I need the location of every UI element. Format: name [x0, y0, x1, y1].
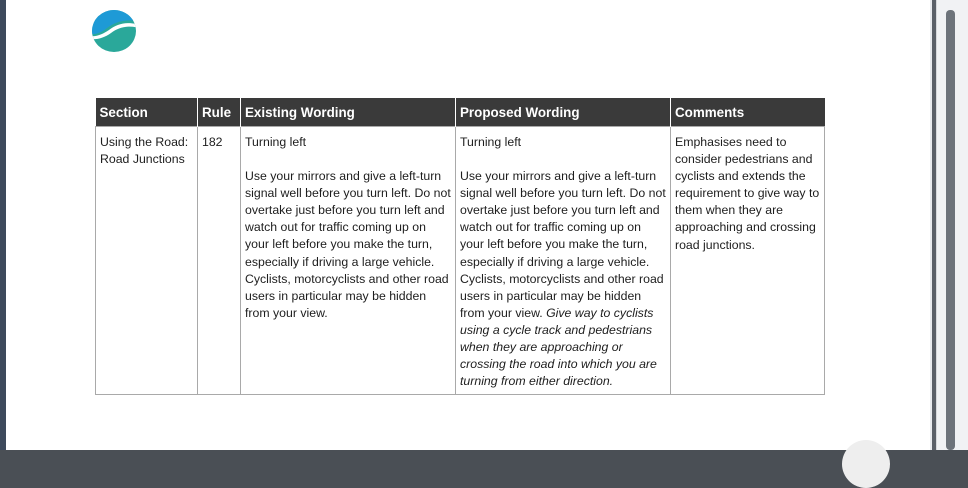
cell-existing-wording: [241, 127, 456, 395]
existing-heading: Turning left: [245, 135, 307, 149]
proposed-body: Use your mirrors and give a left-turn signal well before you turn left. Do not overtake just before you turn left and watch out for traffic coming up on your left before you make the turn, especially if driving a large vehicle. Cyclists, motorcyclists and other road users in particular may be hidden from your view.: [460, 169, 666, 320]
proposed-body-paragraph: [460, 168, 666, 390]
cell-comments: Emphasises need to consider pedestrians and cyclists and extends the requirement to give way to them when they are approaching and crossing road junctions.: [671, 127, 825, 395]
scrollbar-thumb[interactable]: [946, 10, 955, 450]
existing-body: Use your mirrors and give a left-turn signal well before you turn left. Do not overtake just before you turn left and watch out for traffic coming up on your left before you make the turn, especially if driving a large vehicle. Cyclists, motorcyclists and other road users in particular may be hidden from your view.: [245, 169, 451, 320]
header-existing-wording: Existing Wording: [241, 98, 456, 127]
floating-action-button[interactable]: [842, 440, 890, 488]
header-section: Section: [96, 98, 198, 127]
table-row: [96, 127, 825, 395]
cell-section: Using the Road: Road Junctions: [96, 127, 198, 395]
header-rule: Rule: [198, 98, 241, 127]
proposed-heading: Turning left: [460, 135, 522, 149]
table-header-row: [96, 98, 825, 127]
cell-rule: 182: [198, 127, 241, 395]
proposed-addition: Give way to cyclists using a cycle track and pedestrians when they are approaching or crossing the road into which you are turning from either direction.: [460, 305, 657, 389]
cell-proposed-wording: [456, 127, 671, 395]
organisation-logo-icon: [89, 8, 139, 54]
highway-code-changes-table: [95, 98, 825, 395]
header-comments: Comments: [671, 98, 825, 127]
header-proposed-wording: Proposed Wording: [456, 98, 671, 127]
